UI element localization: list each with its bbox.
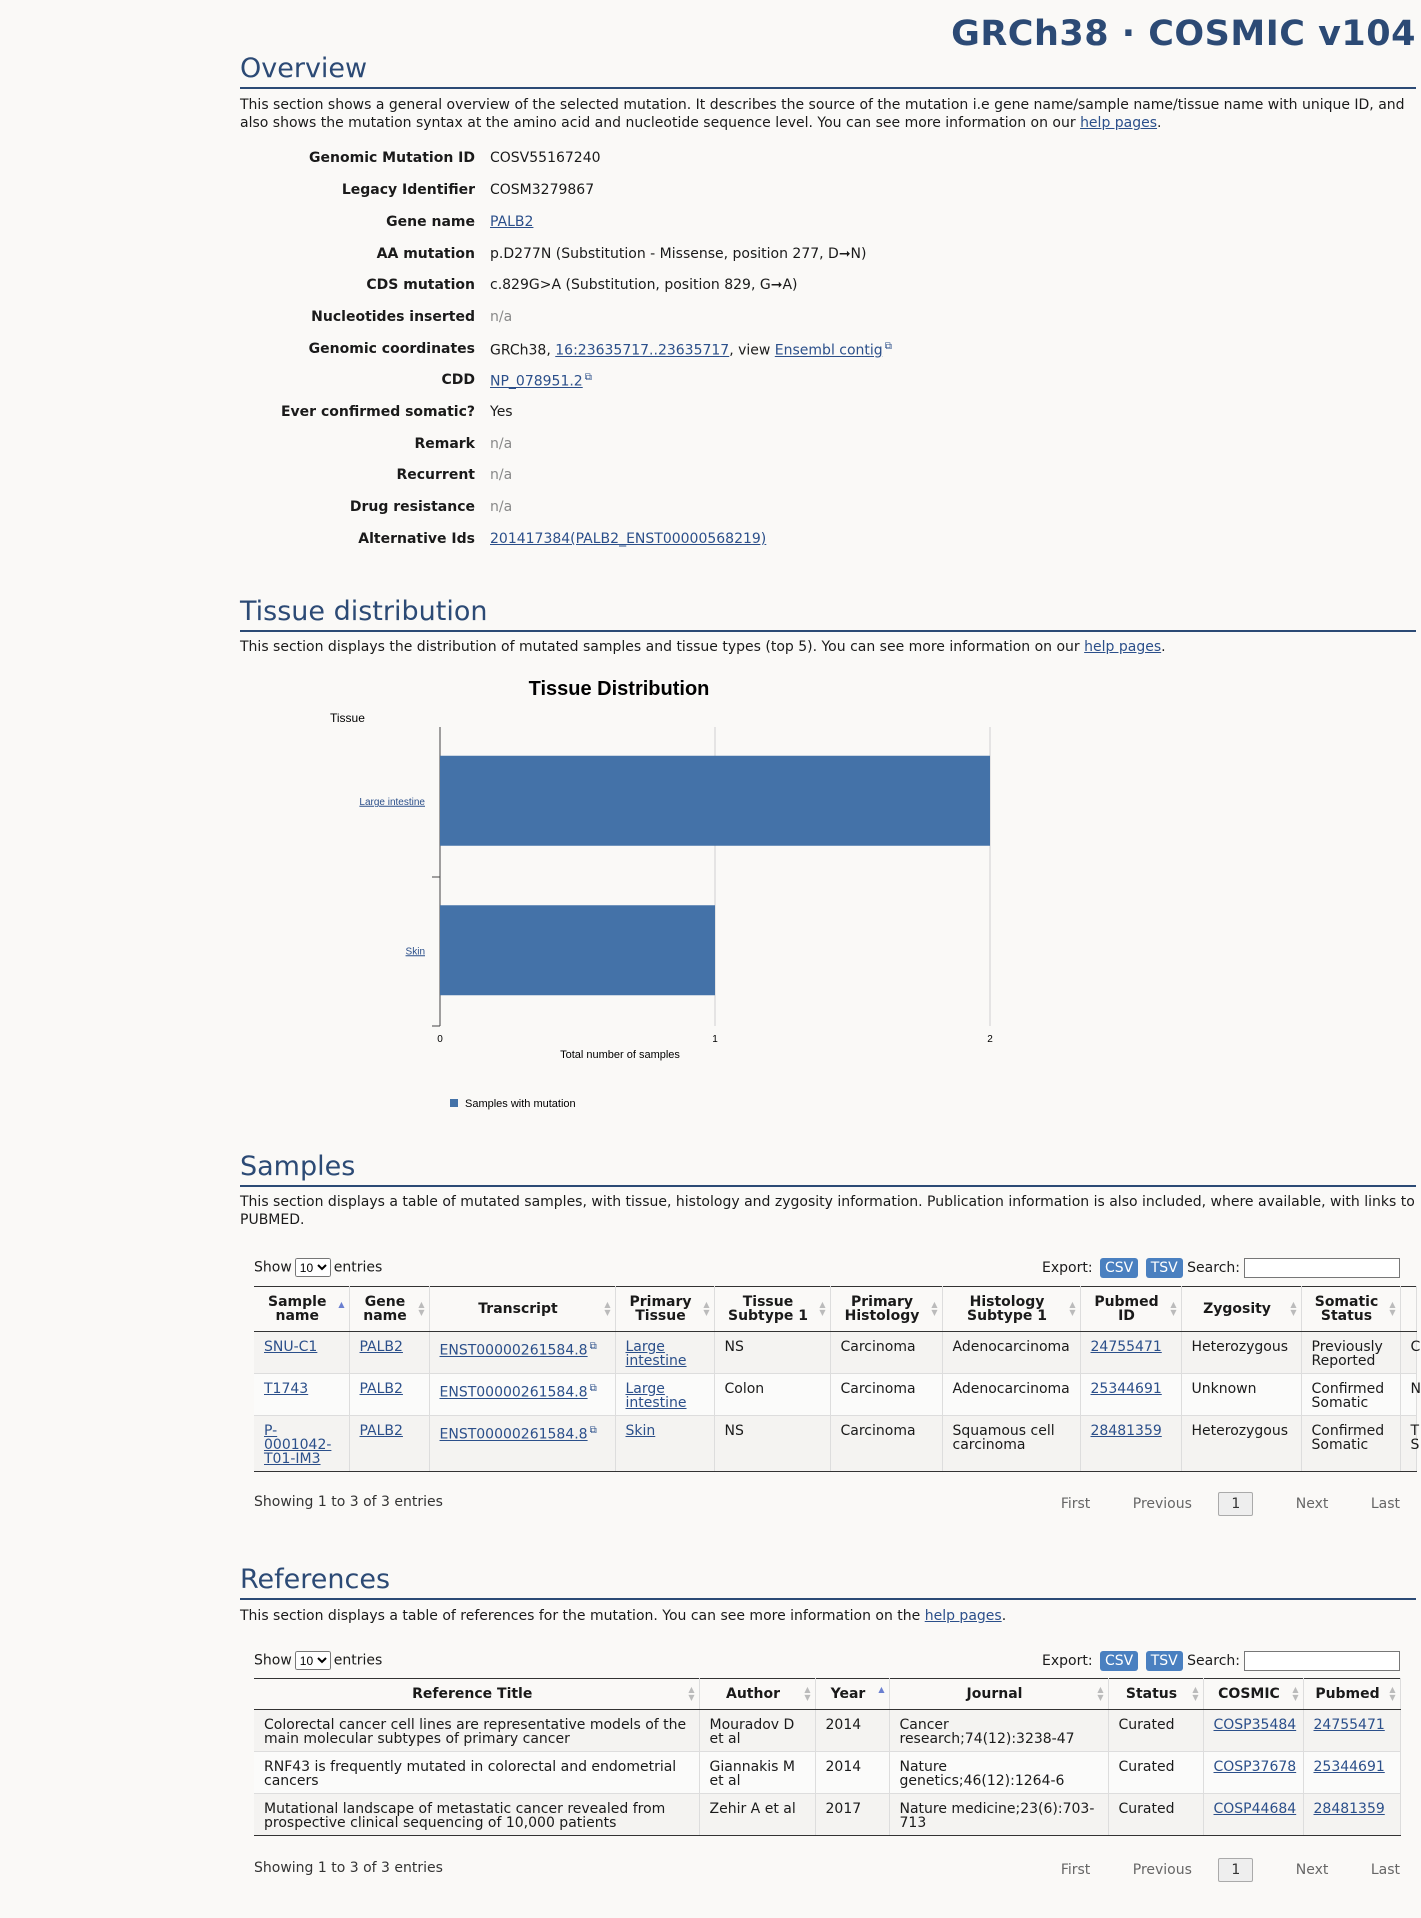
samples-title: Samples [240, 1150, 1416, 1187]
overview-row [240, 341, 1140, 361]
references-tsv-button[interactable]: TSV [1146, 1651, 1183, 1671]
cell-value[interactable]: P-0001042-T01-IM3 [264, 1423, 332, 1467]
chart-bar [440, 756, 990, 846]
overview-row-value [490, 404, 513, 420]
chart-category-label[interactable]: Skin [405, 946, 425, 958]
column-label: Pubmed ID [1094, 1294, 1159, 1324]
overview-row-label: Legacy Identifier [341, 182, 475, 198]
column-label: Journal [966, 1686, 1023, 1702]
samples-cell [615, 1374, 714, 1416]
cell-value[interactable]: PALB2 [359, 1381, 403, 1397]
references-column-header[interactable] [254, 1679, 699, 1710]
table-row [254, 1416, 1416, 1472]
cell-value[interactable]: 24755471 [1090, 1339, 1162, 1355]
overview-value-text: COSM3279867 [490, 182, 595, 198]
references-cell [699, 1752, 815, 1794]
samples-last-button[interactable]: Last [1370, 1496, 1400, 1512]
column-label: Zygosity [1203, 1301, 1271, 1317]
overview-value-text: p.D277N (Substitution - Missense, position 277, D➞N) [490, 246, 867, 262]
column-label: Reference Title [412, 1686, 533, 1702]
overview-row-value [490, 182, 594, 198]
overview-title: Overview [240, 52, 1416, 89]
overview-value-text[interactable]: 201417384(PALB2_ENST00000568219) [490, 531, 767, 547]
overview-value-text: n/a [490, 309, 513, 325]
chart-x-tick-label: 0 [437, 1034, 443, 1045]
references-cell [1303, 1752, 1400, 1794]
cell-value[interactable]: T1743 [264, 1381, 309, 1397]
cell-value: Curated [1118, 1759, 1175, 1775]
sort-icon: ▲ ▼ [1069, 1300, 1076, 1317]
chart-legend-swatch [450, 1099, 458, 1107]
references-last-button[interactable]: Last [1370, 1862, 1400, 1878]
samples-cell [1301, 1332, 1400, 1374]
overview-row [240, 467, 1140, 487]
column-label: Sample name [268, 1294, 327, 1324]
column-label: Tissue Subtype 1 [727, 1294, 809, 1324]
samples-cell [1181, 1374, 1301, 1416]
column-label: Somatic Status [1314, 1294, 1379, 1324]
cell-value[interactable]: 28481359 [1313, 1801, 1385, 1817]
references-cell [889, 1752, 1108, 1794]
samples-cell [429, 1374, 615, 1416]
overview-row-label: CDS mutation [366, 277, 475, 293]
cell-value: Confirmed Somatic [1311, 1423, 1385, 1453]
chart-x-tick-label: 2 [987, 1034, 993, 1045]
overview-row [240, 246, 1140, 266]
samples-cell [942, 1374, 1080, 1416]
references-desc-text: This section displays a table of references for the mutation. You can see more information on the [240, 1608, 925, 1624]
samples-cell [830, 1374, 942, 1416]
samples-cell [830, 1332, 942, 1374]
overview-row-value [490, 372, 592, 390]
cell-value[interactable]: PALB2 [359, 1423, 403, 1439]
overview-row-value [490, 246, 867, 262]
column-label: Year [830, 1686, 866, 1702]
cell-value: Adenocarcinoma [952, 1381, 1070, 1397]
references-export-label: Export: [1042, 1653, 1093, 1669]
samples-cell [1400, 1332, 1421, 1374]
samples-cell [349, 1374, 429, 1416]
cell-value: Carcinoma [840, 1423, 916, 1439]
samples-cell [429, 1332, 615, 1374]
references-cell [889, 1710, 1108, 1752]
overview-row [240, 436, 1140, 456]
sort-ascending-icon: ▲ [338, 1300, 345, 1309]
overview-row-label: Genomic coordinates [308, 341, 475, 357]
samples-table [254, 1286, 1421, 1472]
overview-row-value [490, 531, 766, 547]
table-row [254, 1374, 1416, 1416]
cell-value: Carcinoma [840, 1339, 916, 1355]
overview-row-label: Recurrent [396, 467, 475, 483]
external-link-icon: ⧉ [589, 1341, 597, 1352]
references-cell [815, 1794, 889, 1836]
overview-row [240, 531, 1140, 551]
chart-title: Tissue Distribution [528, 678, 710, 700]
column-label: Transcript [478, 1301, 558, 1317]
overview-row-value [490, 150, 601, 166]
references-entries-label: entries [333, 1652, 383, 1669]
overview-value-text: c.829G>A (Substitution, position 829, G➞A) [490, 277, 798, 293]
cell-value: NS [724, 1423, 744, 1439]
cell-value: Cancer research;74(12):3238-47 [899, 1717, 1075, 1747]
references-first-button[interactable]: First [1060, 1862, 1091, 1878]
tissue-distribution-chart [240, 660, 1020, 1120]
overview-row [240, 404, 1140, 424]
cell-value: NS [724, 1339, 744, 1355]
external-link-icon: ⧉ [589, 1383, 597, 1394]
overview-row-value [490, 341, 892, 359]
references-cell [889, 1794, 1108, 1836]
samples-cell [1080, 1374, 1181, 1416]
samples-cell [942, 1332, 1080, 1374]
table-row [254, 1710, 1400, 1752]
samples-entries-label: entries [333, 1259, 383, 1276]
overview-desc-end: . [1157, 115, 1162, 131]
cell-value: 2017 [825, 1801, 862, 1817]
samples-previous-button[interactable]: Previous [1132, 1496, 1192, 1512]
overview-row-label: Gene name [386, 214, 475, 230]
samples-search-label: Search: [1187, 1260, 1240, 1276]
samples-info: Showing 1 to 3 of 3 entries [254, 1494, 443, 1510]
sort-icon: ▲ ▼ [1290, 1300, 1297, 1317]
cell-value: Nature medicine;23(6):703-713 [899, 1801, 1095, 1831]
samples-cell [1181, 1332, 1301, 1374]
cell-value[interactable]: SNU-C1 [264, 1339, 318, 1355]
cell-value: Colon [724, 1381, 765, 1397]
samples-column-header[interactable] [714, 1287, 830, 1332]
references-csv-button[interactable]: CSV [1100, 1651, 1138, 1671]
overview-desc-text: This section shows a general overview of the selected mutation. It describes the source of the mutation i.e gene name/sample name/tissue name with unique ID, and also shows the mutation syntax at the amino acid and nucleotide sequence level. You can see more information on our [240, 97, 1405, 131]
references-show-label: Show [254, 1652, 292, 1669]
column-label: Gene name [363, 1294, 407, 1324]
overview-row [240, 277, 1140, 297]
cell-value: Giannakis M et al [709, 1759, 795, 1789]
overview-row-label: Ever confirmed somatic? [280, 404, 475, 420]
cell-value[interactable]: 25344691 [1313, 1759, 1385, 1775]
coordinates-link[interactable]: 16:23635717..23635717 [555, 342, 730, 359]
references-search-input[interactable] [1244, 1651, 1400, 1671]
external-link-icon: ⧉ [589, 1425, 597, 1436]
samples-cell [1080, 1332, 1181, 1374]
samples-cell [1301, 1374, 1400, 1416]
cell-value[interactable]: ENST00000261584.8 [439, 1342, 588, 1359]
overview-row-label: Alternative Ids [358, 531, 475, 547]
samples-column-header[interactable] [1080, 1287, 1181, 1332]
site-brand: GRCh38 · COSMIC v104 [951, 14, 1416, 54]
sort-icon: ▲ ▼ [819, 1300, 826, 1317]
cell-value[interactable]: COSP35484 [1213, 1717, 1297, 1733]
overview-value-text: n/a [490, 436, 513, 452]
samples-first-button[interactable]: First [1060, 1496, 1091, 1512]
cell-value: 2014 [825, 1717, 862, 1733]
coordinates-view-text: , view [729, 342, 775, 359]
sort-icon: ▲ ▼ [1389, 1300, 1396, 1317]
overview-row-label: Drug resistance [349, 499, 475, 515]
ensembl-contig-link[interactable]: Ensembl contig [774, 342, 883, 359]
references-column-header[interactable] [1303, 1679, 1400, 1710]
samples-csv-button[interactable]: CSV [1100, 1258, 1138, 1278]
references-previous-button[interactable]: Previous [1132, 1862, 1192, 1878]
references-cell [1203, 1710, 1303, 1752]
cell-value[interactable]: 28481359 [1090, 1423, 1162, 1439]
samples-column-header[interactable] [830, 1287, 942, 1332]
cell-value: Heterozygous [1191, 1339, 1289, 1355]
samples-cell [714, 1332, 830, 1374]
sort-icon: ▲ ▼ [1170, 1300, 1177, 1317]
cell-value[interactable]: COSP37678 [1213, 1759, 1297, 1775]
chart-legend-label: Samples with mutation [465, 1098, 576, 1110]
chart-x-tick-label: 1 [712, 1034, 718, 1045]
references-cell [699, 1794, 815, 1836]
chart-y-axis-label: Tissue [330, 711, 365, 725]
cell-value: Curated [1118, 1717, 1175, 1733]
cell-value[interactable]: COSP44684 [1213, 1801, 1297, 1817]
cell-value: Previously Reported [1311, 1339, 1383, 1369]
overview-value-text: n/a [490, 499, 513, 515]
overview-row-value [490, 499, 512, 515]
table-row [254, 1752, 1400, 1794]
cell-value: RNF43 is frequently mutated in colorectal and endometrial cancers [264, 1759, 677, 1789]
tissue-title: Tissue distribution [240, 595, 1416, 632]
overview-row [240, 150, 1140, 170]
references-help-link[interactable]: help pages [924, 1608, 1002, 1624]
samples-description: This section displays a table of mutated samples, with tissue, histology and zygosity information. Publication information is also included, where available, with links to PUBMED. [240, 1194, 1415, 1228]
samples-cell [714, 1416, 830, 1472]
samples-search-input[interactable] [1244, 1258, 1400, 1278]
samples-column-header [1400, 1287, 1416, 1332]
column-label: Pubmed [1315, 1686, 1380, 1702]
sort-icon: ▲ ▼ [1389, 1685, 1396, 1702]
references-title: References [240, 1563, 1416, 1600]
cell-value[interactable]: Large intestine [625, 1339, 687, 1369]
overview-row-label: CDD [441, 372, 475, 388]
cell-value: Heterozygous [1191, 1423, 1289, 1439]
overview-row-label: AA mutation [376, 246, 475, 262]
cell-value: 2014 [825, 1759, 862, 1775]
samples-cell [429, 1416, 615, 1472]
overview-row-label: Nucleotides inserted [311, 309, 475, 325]
references-cell [254, 1794, 699, 1836]
column-label: Primary Tissue [629, 1294, 692, 1324]
column-label: Primary Histology [844, 1294, 920, 1324]
references-column-header[interactable] [815, 1679, 889, 1710]
samples-page-1-button[interactable]: 1 [1218, 1492, 1253, 1516]
cell-value: C [1410, 1339, 1421, 1355]
overview-row-value [490, 467, 512, 483]
references-description [240, 1607, 1420, 1625]
sort-icon: ▲ ▼ [688, 1685, 695, 1702]
samples-cell [1080, 1416, 1181, 1472]
references-cell [1108, 1752, 1203, 1794]
sort-icon: ▲ ▼ [804, 1685, 811, 1702]
overview-row [240, 499, 1140, 519]
references-cell [1108, 1710, 1203, 1752]
samples-column-header[interactable] [1301, 1287, 1400, 1332]
references-cell [1303, 1710, 1400, 1752]
samples-cell [1181, 1416, 1301, 1472]
tissue-desc-end: . [1161, 639, 1166, 655]
sort-icon: ▲ ▼ [418, 1300, 425, 1317]
overview-row [240, 182, 1140, 202]
samples-cell [254, 1332, 349, 1374]
samples-cell [942, 1416, 1080, 1472]
overview-row-label: Remark [414, 436, 475, 452]
references-column-header[interactable] [699, 1679, 815, 1710]
overview-row-value [490, 309, 512, 325]
cell-value: Squamous cell carcinoma [952, 1423, 1055, 1453]
coordinates-prefix: GRCh38, [490, 342, 556, 359]
samples-cell [615, 1332, 714, 1374]
references-info: Showing 1 to 3 of 3 entries [254, 1860, 443, 1876]
sort-icon: ▲ ▼ [1292, 1685, 1299, 1702]
cell-value[interactable]: ENST00000261584.8 [439, 1384, 588, 1401]
samples-cell [1400, 1416, 1420, 1472]
overview-row-value [490, 436, 512, 452]
column-label: COSMIC [1218, 1686, 1280, 1702]
samples-column-header[interactable] [1181, 1287, 1301, 1332]
samples-controls [254, 1258, 1400, 1277]
sort-icon: ▲ ▼ [1097, 1685, 1104, 1702]
overview-value-text: Yes [490, 404, 513, 420]
cell-value[interactable]: PALB2 [359, 1339, 403, 1355]
samples-cell [615, 1416, 714, 1472]
samples-column-header[interactable] [254, 1287, 349, 1332]
sort-icon: ▲ ▼ [604, 1300, 611, 1317]
references-cell [1203, 1794, 1303, 1836]
samples-cell [254, 1416, 349, 1472]
overview-value-text: n/a [490, 467, 513, 483]
overview-row-value [490, 277, 797, 293]
overview-description [240, 96, 1420, 132]
references-table [254, 1678, 1401, 1836]
cell-value: Adenocarcinoma [952, 1339, 1070, 1355]
external-link-icon: ⧉ [884, 341, 892, 352]
cell-value: N [1410, 1381, 1421, 1397]
overview-row-value [490, 214, 533, 230]
references-page-1-button[interactable]: 1 [1218, 1858, 1253, 1882]
references-search-label: Search: [1187, 1653, 1240, 1669]
references-column-header[interactable] [1108, 1679, 1203, 1710]
references-cell [1108, 1794, 1203, 1836]
samples-column-header[interactable] [942, 1287, 1080, 1332]
cell-value[interactable]: Large intestine [625, 1381, 687, 1411]
samples-cell [1400, 1374, 1421, 1416]
column-label: Histology Subtype 1 [966, 1294, 1048, 1324]
samples-cell [254, 1374, 349, 1416]
samples-cell [1301, 1416, 1400, 1472]
references-cell [254, 1710, 699, 1752]
cell-value: Zehir A et al [709, 1801, 796, 1817]
references-cell [254, 1752, 699, 1794]
samples-cell [349, 1332, 429, 1374]
overview-value-text[interactable]: NP_078951.2 [490, 373, 583, 390]
samples-cell [714, 1374, 830, 1416]
cell-value: Unknown [1191, 1381, 1257, 1397]
references-desc-end: . [1001, 1608, 1007, 1624]
samples-column-header[interactable] [615, 1287, 714, 1332]
chart-category-label[interactable]: Large intestine [359, 796, 425, 808]
cell-value[interactable]: 24755471 [1313, 1717, 1385, 1733]
overview-help-link[interactable]: help pages [1080, 115, 1158, 131]
references-cell [1203, 1752, 1303, 1794]
references-page-size-select[interactable] [295, 1651, 331, 1670]
cell-value[interactable]: 25344691 [1090, 1381, 1162, 1397]
sort-icon: ▲ ▼ [1192, 1685, 1199, 1702]
references-cell [1303, 1794, 1400, 1836]
external-link-icon: ⧉ [584, 372, 592, 383]
column-label: Status [1125, 1686, 1178, 1702]
column-label: Author [726, 1686, 780, 1702]
sort-icon: ▲ ▼ [931, 1300, 938, 1317]
references-controls [254, 1651, 1400, 1670]
cell-value: Curated [1118, 1801, 1175, 1817]
references-next-button[interactable]: Next [1295, 1862, 1329, 1878]
samples-show-label: Show [254, 1259, 292, 1276]
cell-value: Mouradov D et al [709, 1717, 795, 1747]
samples-export-label: Export: [1042, 1260, 1093, 1276]
samples-page-size-select[interactable] [295, 1258, 331, 1277]
table-row [254, 1794, 1400, 1836]
cell-value: Carcinoma [840, 1381, 916, 1397]
references-column-header[interactable] [1203, 1679, 1303, 1710]
tissue-desc-text: This section displays the distribution of mutated samples and tissue types (top 5). You can see more information on our [240, 639, 1085, 655]
samples-cell [349, 1416, 429, 1472]
cell-value: Colorectal cancer cell lines are representative models of the main molecular subtypes of primary cancer [264, 1717, 687, 1747]
samples-tsv-button[interactable]: TSV [1146, 1258, 1183, 1278]
overview-value-text[interactable]: PALB2 [490, 214, 534, 230]
chart-bar [440, 905, 715, 995]
tissue-help-link[interactable]: help pages [1084, 639, 1162, 655]
tissue-description [240, 638, 1420, 656]
samples-column-header[interactable] [429, 1287, 615, 1332]
cell-value: Nature genetics;46(12):1264-6 [899, 1759, 1065, 1789]
chart-x-axis-label: Total number of samples [560, 1049, 680, 1061]
table-row [254, 1332, 1416, 1374]
cell-value[interactable]: Skin [625, 1423, 656, 1439]
overview-row [240, 309, 1140, 329]
sort-ascending-icon: ▲ [878, 1685, 885, 1694]
overview-row-label: Genomic Mutation ID [309, 150, 475, 166]
references-column-header[interactable] [889, 1679, 1108, 1710]
cell-value[interactable]: ENST00000261584.8 [439, 1426, 588, 1443]
samples-column-header[interactable] [349, 1287, 429, 1332]
cell-value: T S [1410, 1423, 1420, 1453]
references-cell [815, 1752, 889, 1794]
references-cell [815, 1710, 889, 1752]
overview-row [240, 214, 1140, 234]
overview-value-text: COSV55167240 [490, 150, 601, 166]
cell-value: Mutational landscape of metastatic cancer revealed from prospective clinical sequencing of 10,000 patients [264, 1801, 666, 1831]
cell-value: Confirmed Somatic [1311, 1381, 1385, 1411]
sort-icon: ▲ ▼ [703, 1300, 710, 1317]
references-cell [699, 1710, 815, 1752]
overview-row [240, 372, 1140, 392]
samples-cell [830, 1416, 942, 1472]
samples-next-button[interactable]: Next [1295, 1496, 1329, 1512]
